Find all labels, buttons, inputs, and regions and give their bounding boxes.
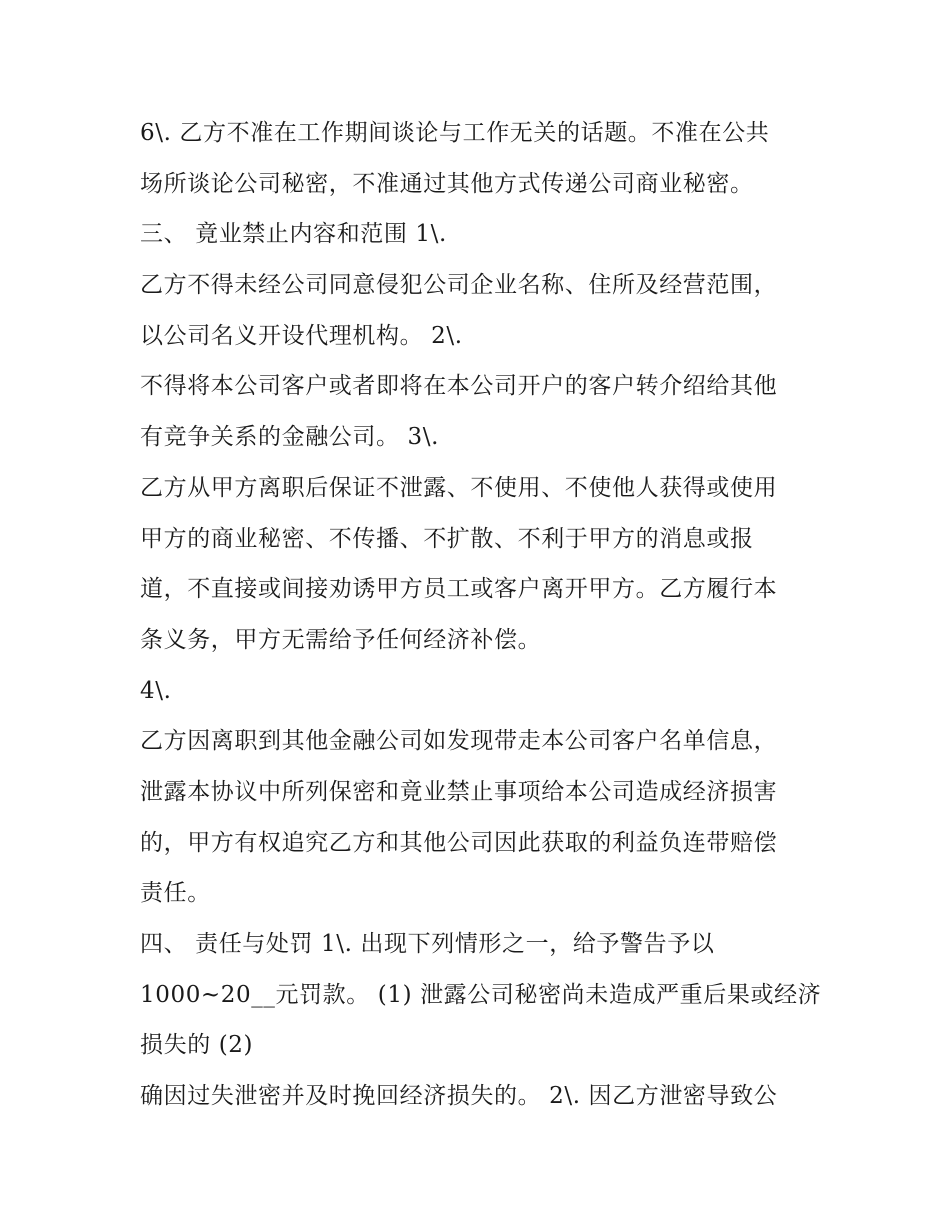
text-line: 泄露本协议中所列保密和竟业禁止事项给本公司造成经济损害 bbox=[140, 778, 778, 805]
text-line: 确因过失泄密并及时挽回经济损失的。 2\. 因乙方泄密导致公 bbox=[140, 1083, 778, 1110]
text-line: 1000~20__元罚款。 (1) 泄露公司秘密尚未造成严重后果或经济 bbox=[140, 981, 822, 1008]
text-line: 6\. 乙方不准在工作期间谈论与工作无关的话题。不准在公共 bbox=[140, 120, 770, 146]
text-line: 道，不直接或间接劝诱甲方员工或客户离开甲方。乙方履行本 bbox=[140, 576, 778, 603]
text-line: 损失的 (2) bbox=[140, 1032, 254, 1059]
text-line: 乙方因离职到其他金融公司如发现带走本公司客户名单信息， bbox=[140, 728, 778, 755]
text-line: 不得将本公司客户或者即将在本公司开户的客户转介绍给其他 bbox=[140, 373, 778, 400]
document-body bbox=[140, 108, 830, 1122]
text-line: 4\. bbox=[140, 677, 172, 704]
text-line: 乙方不得未经公司同意侵犯公司企业名称、住所及经营范围， bbox=[140, 272, 778, 299]
text-line: 三、 竟业禁止内容和范围 1\. bbox=[140, 221, 447, 248]
text-line: 乙方从甲方离职后保证不泄露、不使用、不使他人获得或使用 bbox=[140, 474, 778, 501]
text-line: 有竞争关系的金融公司。 3\. bbox=[140, 424, 440, 451]
text-line: 四、 责任与处罚 1\. 出现下列情形之一，给予警告予以 bbox=[140, 931, 715, 957]
text-line: 场所谈论公司秘密，不准通过其他方式传递公司商业秘密。 bbox=[140, 170, 754, 197]
text-line: 的，甲方有权追究乙方和其他公司因此获取的利益负连带赔偿 bbox=[140, 829, 778, 856]
text-line: 甲方的商业秘密、不传播、不扩散、不利于甲方的消息或报 bbox=[140, 525, 754, 552]
text-line: 责任。 bbox=[140, 880, 211, 907]
text-line: 以公司名义开设代理机构。 2\. bbox=[140, 322, 463, 349]
text-line: 条义务，甲方无需给予任何经济补偿。 bbox=[140, 626, 542, 653]
